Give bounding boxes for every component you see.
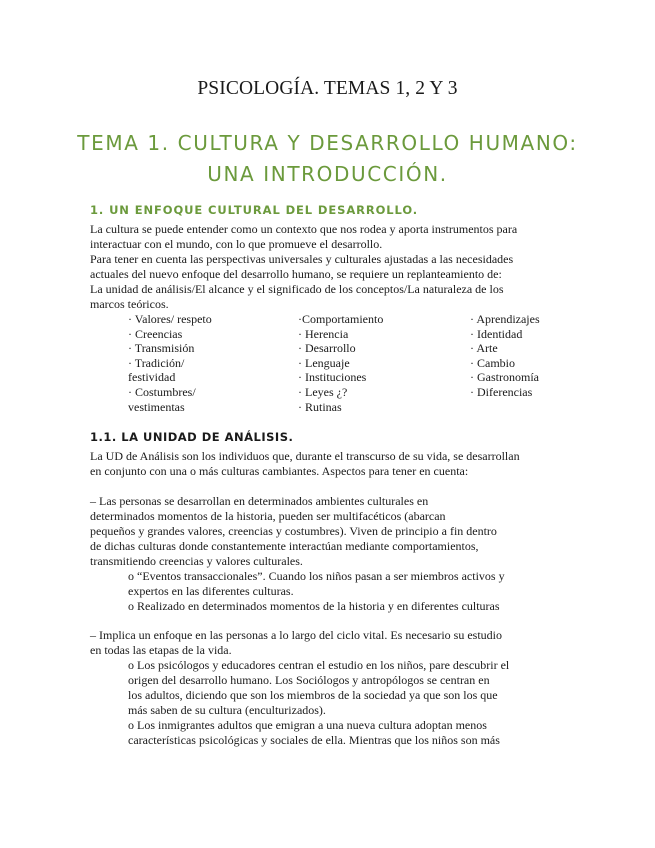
concept-item: · Rutinas [298,399,342,414]
concept-item: · Cambio [470,355,515,370]
sub-point-line: o “Eventos transaccionales”. Cuando los niños pasan a ser miembros activos y [128,569,505,583]
concept-item: · Costumbres/ [128,384,196,399]
concept-item: · Valores/ respeto [128,312,212,326]
sub-point-line: expertos en las diferentes culturas. [128,584,294,598]
section-1-1-heading: 1.1. LA UNIDAD DE ANÁLISIS. [90,430,294,444]
paragraph-line: transmitiendo creencias y valores culturales. [90,554,303,568]
sub-point-line: los adultos, diciendo que son los miembros de la sociedad ya que son los que [128,688,498,702]
concept-item: · Aprendizajes [470,312,540,326]
concept-column-2 [298,312,383,414]
section-1-heading: 1. UN ENFOQUE CULTURAL DEL DESARROLLO. [90,203,419,217]
sub-point-line: o Realizado en determinados momentos de la historia y en diferentes culturas [128,599,500,613]
concept-item: · Leyes ¿? [298,384,348,399]
sub-point-line: o Los inmigrantes adultos que emigran a una nueva cultura adoptan menos [128,718,487,732]
concept-item: ·Comportamiento [298,312,384,326]
concept-item: · Instituciones [298,370,367,385]
paragraph-line: La cultura se puede entender como un contexto que nos rodea y aporta instrumentos para [90,222,518,236]
sub-point-line: origen del desarrollo humano. Los Sociólogos y antropólogos se centran en [128,673,490,687]
concept-item: · Desarrollo [298,341,356,356]
paragraph-line: interactuar con el mundo, con lo que promueve el desarrollo. [90,237,383,251]
concept-item: · Creencias [128,326,183,341]
concept-column-1 [128,312,212,414]
paragraph-line: de dichas culturas donde constantemente interactúan mediante comportamientos, [90,539,479,553]
paragraph-line: actuales del nuevo enfoque del desarrollo humano, se requiere un replanteamiento de: [90,267,502,281]
tema-title-line-1: TEMA 1. CULTURA Y DESARROLLO HUMANO: [77,131,578,155]
concept-item: · Transmisión [128,341,195,356]
concept-item: · Diferencias [470,384,533,399]
concept-item: · Arte [470,341,498,356]
paragraph-line: La UD de Análisis son los individuos que, durante el transcurso de su vida, se desarrollan [90,449,520,463]
paragraph-line: en todas las etapas de la vida. [90,643,232,657]
paragraph-line: en conjunto con una o más culturas cambiantes. Aspectos para tener en cuenta: [90,464,469,478]
paragraph-line: determinados momentos de la historia, pueden ser multifacéticos (abarcan [90,509,446,523]
concept-item: · Gastronomía [470,370,539,385]
concept-item: · Lenguaje [298,355,350,370]
paragraph-line: Para tener en cuenta las perspectivas universales y culturales ajustadas a las necesidades [90,252,514,266]
sub-point-line: más saben de su cultura (enculturizados). [128,703,326,717]
paragraph-line: marcos teóricos. [90,297,169,311]
paragraph-line: La unidad de análisis/El alcance y el significado de los conceptos/La naturaleza de los [90,282,504,296]
concept-item: · Herencia [298,326,349,341]
paragraph-line: – Las personas se desarrollan en determinados ambientes culturales en [90,494,429,508]
paragraph-line: pequeños y grandes valores, creencias y costumbres). Viven de principio a fin dentro [90,524,497,538]
sub-point-line: o Los psicólogos y educadores centran el estudio en los niños, pare descubrir el [128,658,510,672]
concept-item: · Identidad [470,326,523,341]
tema-title [60,128,595,190]
paragraph-line: – Implica un enfoque en las personas a lo largo del ciclo vital. Es necesario su estudio [90,628,502,642]
sub-point-line: características psicológicas y sociales de ella. Mientras que los niños son más [128,733,500,747]
concept-item: · Tradición/ [128,355,185,370]
concept-column-3 [470,312,540,400]
concept-item: vestimentas [128,399,185,414]
tema-title-line-2: UNA INTRODUCCIÓN. [207,162,448,186]
concept-item: festividad [128,370,176,385]
document-title: PSICOLOGÍA. TEMAS 1, 2 Y 3 [197,78,458,99]
